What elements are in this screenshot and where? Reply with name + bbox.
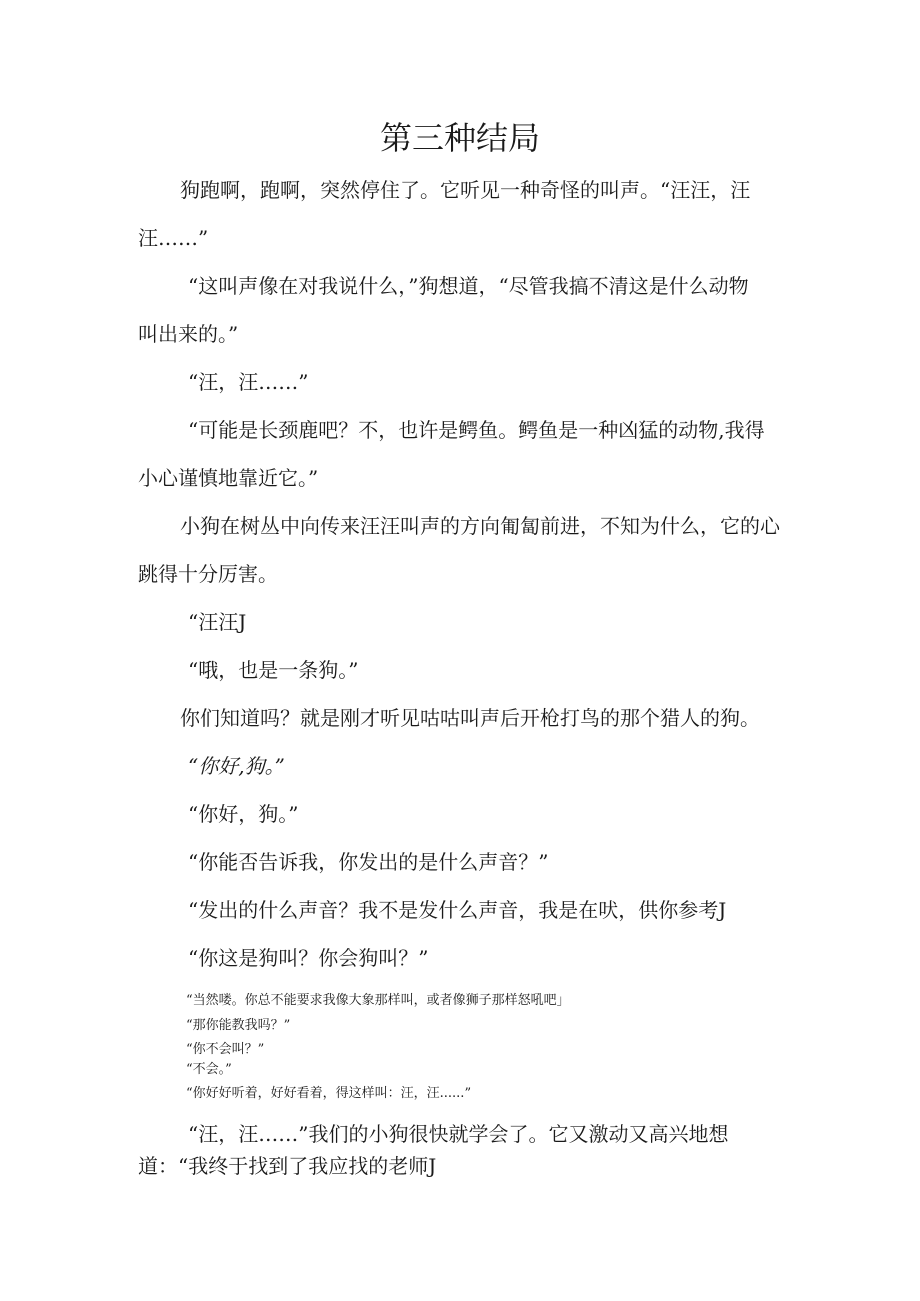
- dialogue-line-small: “你好好听着，好好看着，得这样叫：汪，汪......”: [186, 1086, 472, 1101]
- paragraph-5-line-1: 小狗在树丛中向传来汪汪叫声的方向匍匐前进，不知为什么，它的心: [180, 514, 780, 538]
- paragraph-5-line-2: 跳得十分厉害。: [138, 562, 278, 586]
- paragraph-11: “你能否告诉我，你发出的是什么声音？”: [188, 850, 549, 874]
- paragraph-6: “汪汪J: [188, 610, 247, 634]
- dialogue-line-small: “那你能教我吗？”: [186, 1018, 291, 1033]
- paragraph-2-line-2: 叫出来的。”: [138, 322, 239, 346]
- paragraph-3: “汪，汪……”: [188, 370, 309, 394]
- dialogue-line-small: “你不会叫？”: [186, 1042, 265, 1057]
- dialogue-line-small: “当然喽。你总不能要求我像大象那样叫，或者像狮子那样怒吼吧」: [186, 993, 570, 1008]
- closing-paragraph-line-1: “汪，汪……”我们的小狗很快就学会了。它又激动又高兴地想: [188, 1122, 729, 1146]
- paragraph-1-line-2: 汪……”: [138, 226, 209, 250]
- paragraph-4-line-1: “可能是长颈鹿吧？不，也许是鳄鱼。鳄鱼是一种凶猛的动物,我得: [188, 418, 765, 442]
- paragraph-12: “发出的什么声音？我不是发什么声音，我是在吠，供你参考J: [188, 898, 727, 922]
- paragraph-9: “你好,狗。”: [188, 754, 285, 778]
- paragraph-1-line-1: 狗跑啊，跑啊，突然停住了。它听见一种奇怪的叫声。“汪汪，汪: [180, 178, 751, 202]
- paragraph-2-line-1: “这叫声像在对我说什么，”狗想道，“尽管我搞不清这是什么动物: [188, 274, 749, 298]
- paragraph-13: “你这是狗叫？你会狗叫？”: [188, 946, 429, 970]
- paragraph-8: 你们知道吗？就是刚才听见咕咕叫声后开枪打鸟的那个猎人的狗。: [180, 706, 760, 730]
- dialogue-line-small: “不会。”: [186, 1062, 232, 1077]
- paragraph-10: “你好，狗。”: [188, 802, 299, 826]
- paragraph-7: “哦，也是一条狗。”: [188, 658, 359, 682]
- closing-paragraph-line-2: 道：“我终于找到了我应找的老师J: [138, 1154, 437, 1178]
- paragraph-4-line-2: 小心谨慎地靠近它。”: [138, 466, 319, 490]
- page-title: 第三种结局: [379, 119, 540, 157]
